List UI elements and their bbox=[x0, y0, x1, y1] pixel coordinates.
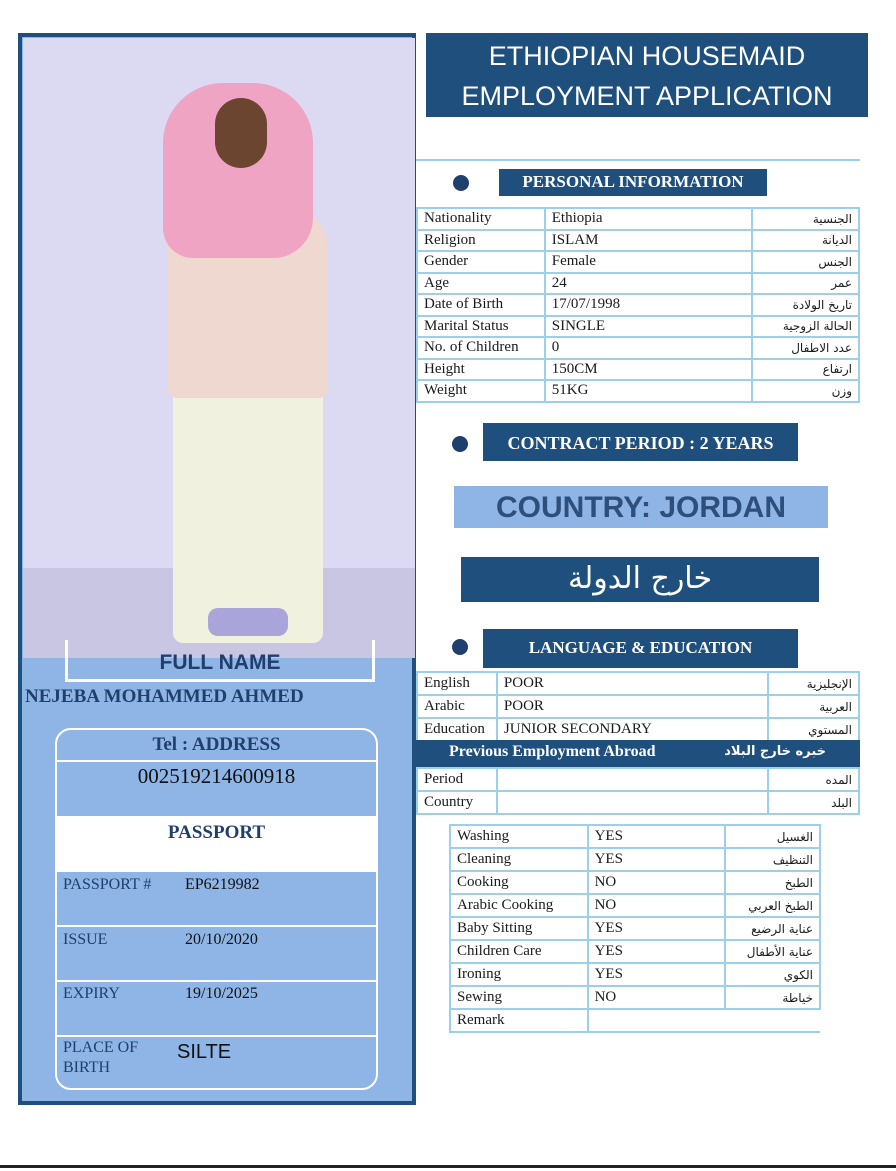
previous-employment-title-ar: خبره خارج البلاد bbox=[724, 744, 826, 759]
language-row-value: POOR bbox=[497, 672, 768, 695]
previous-row-value bbox=[497, 768, 768, 791]
issue-value: 20/10/2020 bbox=[185, 931, 258, 948]
language-row bbox=[417, 672, 859, 695]
language-table bbox=[416, 671, 860, 742]
language-row-value: POOR bbox=[497, 695, 768, 718]
passport-number-label: PASSPORT # bbox=[63, 876, 152, 893]
personal-row-arabic: وزن bbox=[752, 380, 859, 402]
skill-row-arabic: الغسيل bbox=[725, 825, 820, 848]
previous-row bbox=[417, 768, 859, 791]
previous-row-label: Country bbox=[417, 791, 497, 814]
abroad-label: خارج الدولة bbox=[461, 557, 819, 602]
personal-row-value: ISLAM bbox=[545, 230, 753, 252]
personal-row-value: 0 bbox=[545, 337, 753, 359]
personal-row-arabic: الحالة الزوجية bbox=[752, 316, 859, 338]
remark-value bbox=[588, 1009, 820, 1032]
personal-info-title: PERSONAL INFORMATION bbox=[499, 169, 767, 196]
personal-row-label: Date of Birth bbox=[417, 294, 545, 316]
remark-label: Remark bbox=[450, 1009, 588, 1032]
previous-row-label: Period bbox=[417, 768, 497, 791]
skill-row-arabic: خياطة bbox=[725, 986, 820, 1009]
bullet-icon bbox=[453, 175, 469, 191]
skill-row-value: YES bbox=[588, 940, 726, 963]
skills-table bbox=[449, 824, 821, 1033]
bullet-icon bbox=[452, 639, 468, 655]
skill-row-label: Baby Sitting bbox=[450, 917, 588, 940]
skill-row-label: Sewing bbox=[450, 986, 588, 1009]
skill-row bbox=[450, 894, 820, 917]
language-row-arabic: المستوي bbox=[768, 718, 859, 741]
skill-row bbox=[450, 917, 820, 940]
skill-row-arabic: التنظيف bbox=[725, 848, 820, 871]
expiry-label: EXPIRY bbox=[63, 985, 120, 1002]
contact-passport-card bbox=[55, 728, 378, 1090]
applicant-photo bbox=[23, 38, 415, 658]
title-line-2: EMPLOYMENT APPLICATION bbox=[461, 81, 833, 111]
skill-row-arabic: عناية الأطفال bbox=[725, 940, 820, 963]
personal-row bbox=[417, 337, 859, 359]
personal-row-label: Age bbox=[417, 273, 545, 295]
personal-row bbox=[417, 273, 859, 295]
skill-row-label: Arabic Cooking bbox=[450, 894, 588, 917]
skill-row-label: Washing bbox=[450, 825, 588, 848]
language-row-label: English bbox=[417, 672, 497, 695]
language-row-arabic: العربية bbox=[768, 695, 859, 718]
previous-employment-table bbox=[416, 767, 860, 815]
divider bbox=[416, 159, 860, 161]
language-row-value: JUNIOR SECONDARY bbox=[497, 718, 768, 741]
language-row-arabic: الإنجليزية bbox=[768, 672, 859, 695]
previous-row-value bbox=[497, 791, 768, 814]
skill-row-value: NO bbox=[588, 894, 726, 917]
issue-label: ISSUE bbox=[63, 931, 108, 948]
personal-row-label: Nationality bbox=[417, 208, 545, 230]
personal-row-arabic: الديانة bbox=[752, 230, 859, 252]
skill-row-label: Cooking bbox=[450, 871, 588, 894]
remark-row bbox=[450, 1009, 820, 1032]
skill-row-arabic: الكوي bbox=[725, 963, 820, 986]
personal-row bbox=[417, 230, 859, 252]
full-name-label: FULL NAME bbox=[65, 640, 375, 682]
personal-row bbox=[417, 380, 859, 402]
language-row bbox=[417, 695, 859, 718]
personal-row-value: Female bbox=[545, 251, 753, 273]
skill-row-label: Cleaning bbox=[450, 848, 588, 871]
passport-number-value: EP6219982 bbox=[185, 876, 260, 893]
personal-row-arabic: عدد الاطفال bbox=[752, 337, 859, 359]
title-line-1: ETHIOPIAN HOUSEMAID bbox=[488, 41, 806, 71]
personal-row-arabic: تاريخ الولادة bbox=[752, 294, 859, 316]
country-box: COUNTRY: JORDAN bbox=[454, 486, 828, 528]
language-row-label: Arabic bbox=[417, 695, 497, 718]
passport-title: PASSPORT bbox=[167, 822, 266, 843]
bullet-icon bbox=[452, 436, 468, 452]
skill-row-value: YES bbox=[588, 917, 726, 940]
personal-row-label: Height bbox=[417, 359, 545, 381]
skill-row-value: YES bbox=[588, 825, 726, 848]
previous-employment-bar bbox=[413, 740, 860, 768]
tel-label: Tel : ADDRESS bbox=[152, 734, 281, 755]
skill-row bbox=[450, 940, 820, 963]
previous-row-arabic: البلد bbox=[768, 791, 859, 814]
personal-row-value: 24 bbox=[545, 273, 753, 295]
skill-row-value: NO bbox=[588, 986, 726, 1009]
personal-row-label: Gender bbox=[417, 251, 545, 273]
skill-row-arabic: عناية الرضيع bbox=[725, 917, 820, 940]
personal-row bbox=[417, 294, 859, 316]
language-education-title: LANGUAGE & EDUCATION bbox=[483, 629, 798, 668]
expiry-value: 19/10/2025 bbox=[185, 985, 258, 1002]
language-row-label: Education bbox=[417, 718, 497, 741]
personal-row-arabic: الجنس bbox=[752, 251, 859, 273]
skill-row bbox=[450, 871, 820, 894]
personal-row-label: Religion bbox=[417, 230, 545, 252]
skill-row bbox=[450, 825, 820, 848]
previous-employment-title: Previous Employment Abroad bbox=[449, 743, 656, 760]
skill-row-arabic: الطبخ العربي bbox=[725, 894, 820, 917]
personal-row bbox=[417, 359, 859, 381]
contract-period: CONTRACT PERIOD : 2 YEARS bbox=[483, 423, 798, 461]
skill-row bbox=[450, 848, 820, 871]
previous-row-arabic: المده bbox=[768, 768, 859, 791]
page-title bbox=[426, 33, 868, 117]
language-row bbox=[417, 718, 859, 741]
personal-row bbox=[417, 251, 859, 273]
personal-row-value: Ethiopia bbox=[545, 208, 753, 230]
skill-row bbox=[450, 963, 820, 986]
personal-row bbox=[417, 316, 859, 338]
place-of-birth-value: SILTE bbox=[177, 1041, 232, 1063]
skill-row-label: Ironing bbox=[450, 963, 588, 986]
personal-row bbox=[417, 208, 859, 230]
full-name-value: NEJEBA MOHAMMED AHMED bbox=[25, 686, 304, 707]
personal-row-value: 17/07/1998 bbox=[545, 294, 753, 316]
previous-row bbox=[417, 791, 859, 814]
skill-row-value: YES bbox=[588, 848, 726, 871]
skill-row-value: NO bbox=[588, 871, 726, 894]
bottom-rule bbox=[0, 1165, 896, 1168]
personal-row-value: SINGLE bbox=[545, 316, 753, 338]
personal-row-arabic: ارتفاع bbox=[752, 359, 859, 381]
personal-row-label: No. of Children bbox=[417, 337, 545, 359]
place-of-birth-label-2: BIRTH bbox=[63, 1059, 111, 1076]
skill-row-value: YES bbox=[588, 963, 726, 986]
personal-info-table bbox=[416, 207, 860, 403]
personal-row-arabic: عمر bbox=[752, 273, 859, 295]
skill-row bbox=[450, 986, 820, 1009]
personal-row-label: Weight bbox=[417, 380, 545, 402]
skill-row-label: Children Care bbox=[450, 940, 588, 963]
personal-row-arabic: الجنسية bbox=[752, 208, 859, 230]
place-of-birth-label-1: PLACE OF bbox=[63, 1039, 139, 1056]
tel-value: 002519214600918 bbox=[137, 764, 296, 788]
personal-row-value: 150CM bbox=[545, 359, 753, 381]
personal-row-value: 51KG bbox=[545, 380, 753, 402]
skill-row-arabic: الطبخ bbox=[725, 871, 820, 894]
personal-row-label: Marital Status bbox=[417, 316, 545, 338]
